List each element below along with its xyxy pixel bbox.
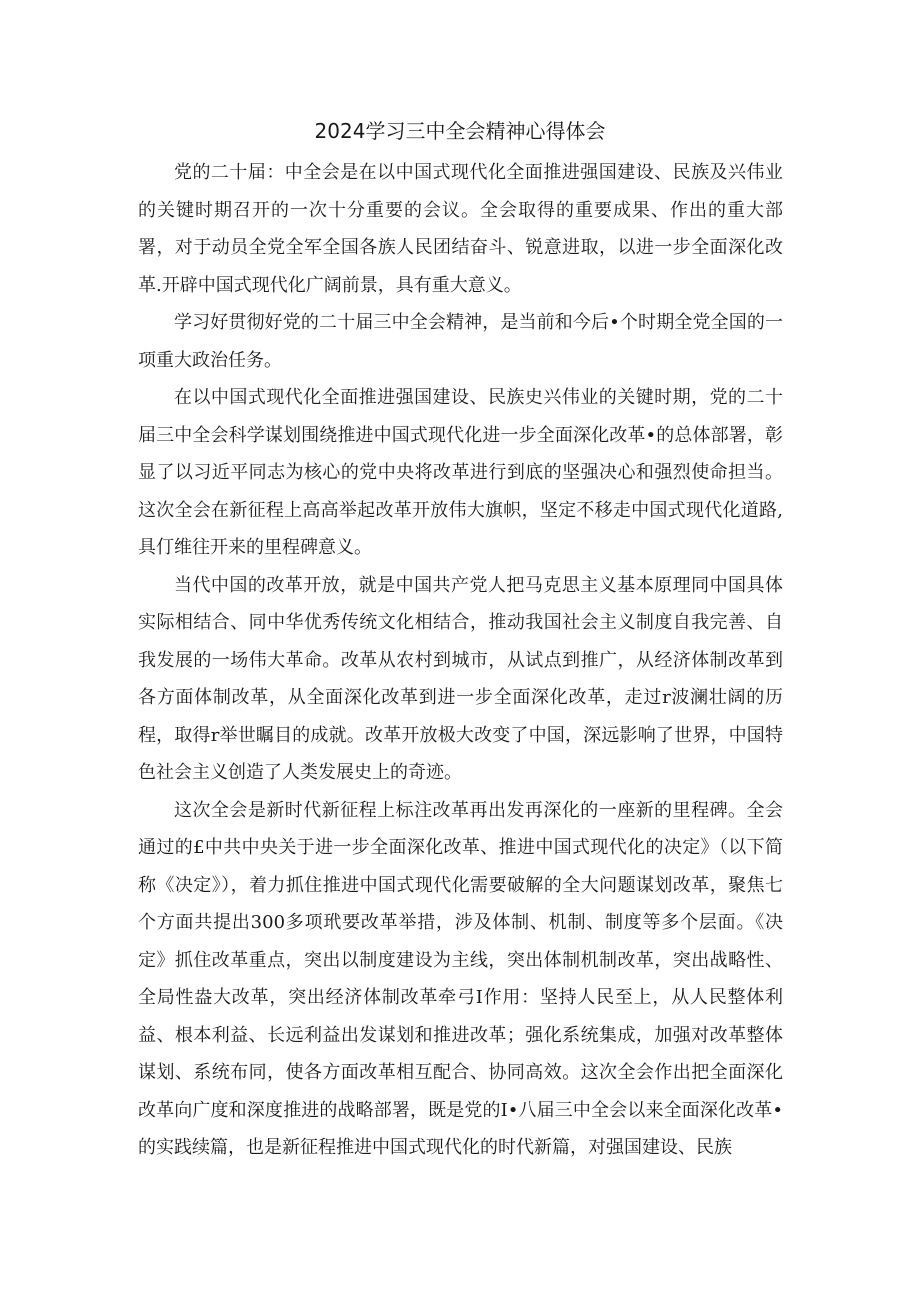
- paragraph: 学习好贯彻好党的二十届三中全会精神，是当前和今后•个时期全党全国的一项重大政治任务。: [138, 312, 783, 371]
- paragraph: 党的二十届：中全会是在以中国式现代化全面推进强国建设、民族及兴伟业的关键时期召开的一次十分重要的会议。全会取得的重要成果、作出的重大部署，对于动员全党全军全国各族人民团结奋斗、锐意进取，以进一步全面深化改革.开辟中国式现代化广阔前景，具有重大意义。: [138, 162, 783, 296]
- paragraph: 当代中国的改革开放，就是中国共产党人把马克思主义基本原理同中国具体实际相结合、同中华优秀传统文化相结合，推动我国社会主义制度自我完善、自我发展的一场伟大革命。改革从农村到城市，从试点到推广，从经济体制改革到各方面体制改革，从全面深化改革到进一步全面深化改革，走过r波澜壮阔的历程，取得r举世瞩目的成就。改革开放极大改变了中国，深远影响了世界，中国特色社会主义创造了人类发展史上的奇迹。: [138, 574, 783, 783]
- document-body: [138, 154, 783, 1167]
- document-title: 2024学习三中全会精神心得体会: [314, 119, 606, 143]
- paragraph: 在以中国式现代化全面推进强国建设、民族史兴伟业的关键时期，党的二十届三中全会科学谋划围绕推进中国式现代化进一步全面深化改革•的总体部署，彰显了以习近平同志为核心的党中央将改革进行到底的坚强决心和强烈使命担当。这次全会在新征程上高高举起改革开放伟大旗帜，坚定不移走中国式现代化道路,具仃维往开来的里程碑意义。: [138, 387, 783, 558]
- paragraph: 这次全会是新时代新征程上标注改革再出发再深化的一座新的里程碑。全会通过的£中共中央关于进一步全面深化改革、推进中国式现代化的决定》（以下简称《决定》），着力抓住推进中国式现代化需要破解的全大问题谋划改革，聚焦七个方面共提出300多项玳要改革举措，涉及体制、机制、制度等多个层面。《决定》抓住改革重点，突出以制度建设为主线，突出体制机制改革，突出战略性、全局性盎大改革，突出经济体制改革牵弓I作用：坚持人民至上，从人民整体利益、根本利益、长远利益出发谋划和推进改革；强化系统集成，加强对改革整体谋划、系统布同，使各方面改革相互配合、协同高效。这次全会作出把全面深化改革向广度和深度推进的战略部署，既是党的I•八届三中全会以来全面深化改革•的实践续篇，也是新征程推进中国式现代化的时代新篇，对强国建设、民族: [138, 799, 783, 1158]
